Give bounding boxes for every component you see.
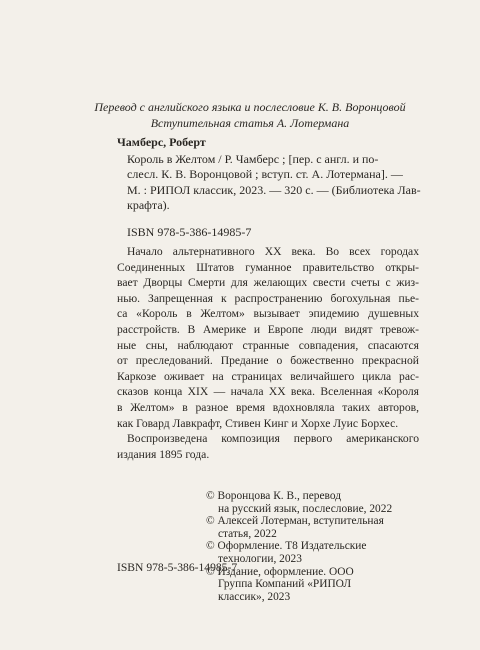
annotation-line: в Желтом» в разное время вдохновляла таких авторов,	[117, 400, 419, 414]
annotation-line: Начало альтернативного XX века. Во всех городах	[127, 245, 419, 258]
annotation-line: вает Дворцы Смерти для желающих свести счеты с жиз-	[117, 276, 419, 290]
copyright-line: Группа Компаний «РИПОЛ	[218, 578, 352, 591]
bibliographic-entry	[117, 152, 420, 214]
isbn-bottom: ISBN 978-5-386-14985-7	[117, 561, 238, 574]
copyright-item	[206, 515, 420, 540]
copyright-line: классик», 2023	[218, 590, 291, 603]
annotation-paragraph	[117, 431, 419, 462]
annotation-line: издания 1895 года.	[117, 447, 210, 461]
annotation-line: от преследований. Предание о божественно прекрасной	[117, 354, 419, 368]
isbn-top: ISBN 978-5-386-14985-7	[127, 225, 252, 239]
copyright-line: статья, 2022	[218, 527, 277, 540]
copyright-item	[206, 490, 420, 515]
copyright-line: © Алексей Лотерман, вступительная	[206, 515, 384, 528]
copyright-line: © Издание, оформление. ООО	[206, 565, 354, 578]
bib-line: Король в Желтом / Р. Чамберс ; [пер. с англ. и по-	[127, 151, 379, 166]
copyright-notices	[206, 490, 420, 603]
annotation-line: Воспроизведена композиция первого американского	[127, 432, 419, 446]
annotation-line: са «Король в Желтом» вызывает эпидемию душевных	[117, 307, 419, 321]
annotation-line: ные сны, наблюдают странные совпадения, спасаются	[117, 338, 419, 352]
copyright-line: © Оформление. Т8 Издательские	[206, 540, 367, 553]
bib-line: слесл. К. В. Воронцовой ; вступ. ст. А. Лотермана]. —	[127, 167, 403, 181]
annotation-line: нью. Запрещенная к распространению богохульная пье-	[117, 291, 419, 305]
copyright-item	[206, 566, 420, 604]
author-name: Чамберс, Роберт	[117, 135, 206, 149]
bib-line: М. : РИПОЛ классик, 2023. — 320 с. — (Библиотека Лав-	[127, 182, 421, 197]
annotation-line: сказов конца XIX — начала XX века. Вселенная «Короля	[117, 385, 419, 399]
bibliographic-record	[117, 135, 420, 214]
annotation-line: Каркозе оживает на страницах величайшего цикла рас-	[117, 369, 419, 383]
annotation-paragraph	[117, 244, 419, 431]
annotation-line: Соединенных Штатов гуманное правительство откры-	[117, 260, 419, 274]
copyright-item	[206, 540, 420, 565]
copyright-line: на русский язык, послесловие, 2022	[218, 502, 393, 515]
annotation	[117, 244, 419, 462]
bib-line: крафта).	[127, 198, 170, 212]
copyright-line: © Воронцова К. В., перевод	[206, 490, 342, 502]
foreword-line: Вступительная статья А. Лотермана	[150, 115, 350, 130]
annotation-line: расстройств. В Америке и Европе люди видят тревож-	[117, 322, 419, 336]
translator-credits	[60, 100, 440, 131]
translator-line: Перевод с английского языка и послесловие К. В. Воронцовой	[94, 100, 406, 114]
annotation-line: как Говард Лавкрафт, Стивен Кинг и Хорхе Луис Борхес.	[117, 416, 399, 430]
copyright-line: технологии, 2023	[218, 552, 302, 565]
